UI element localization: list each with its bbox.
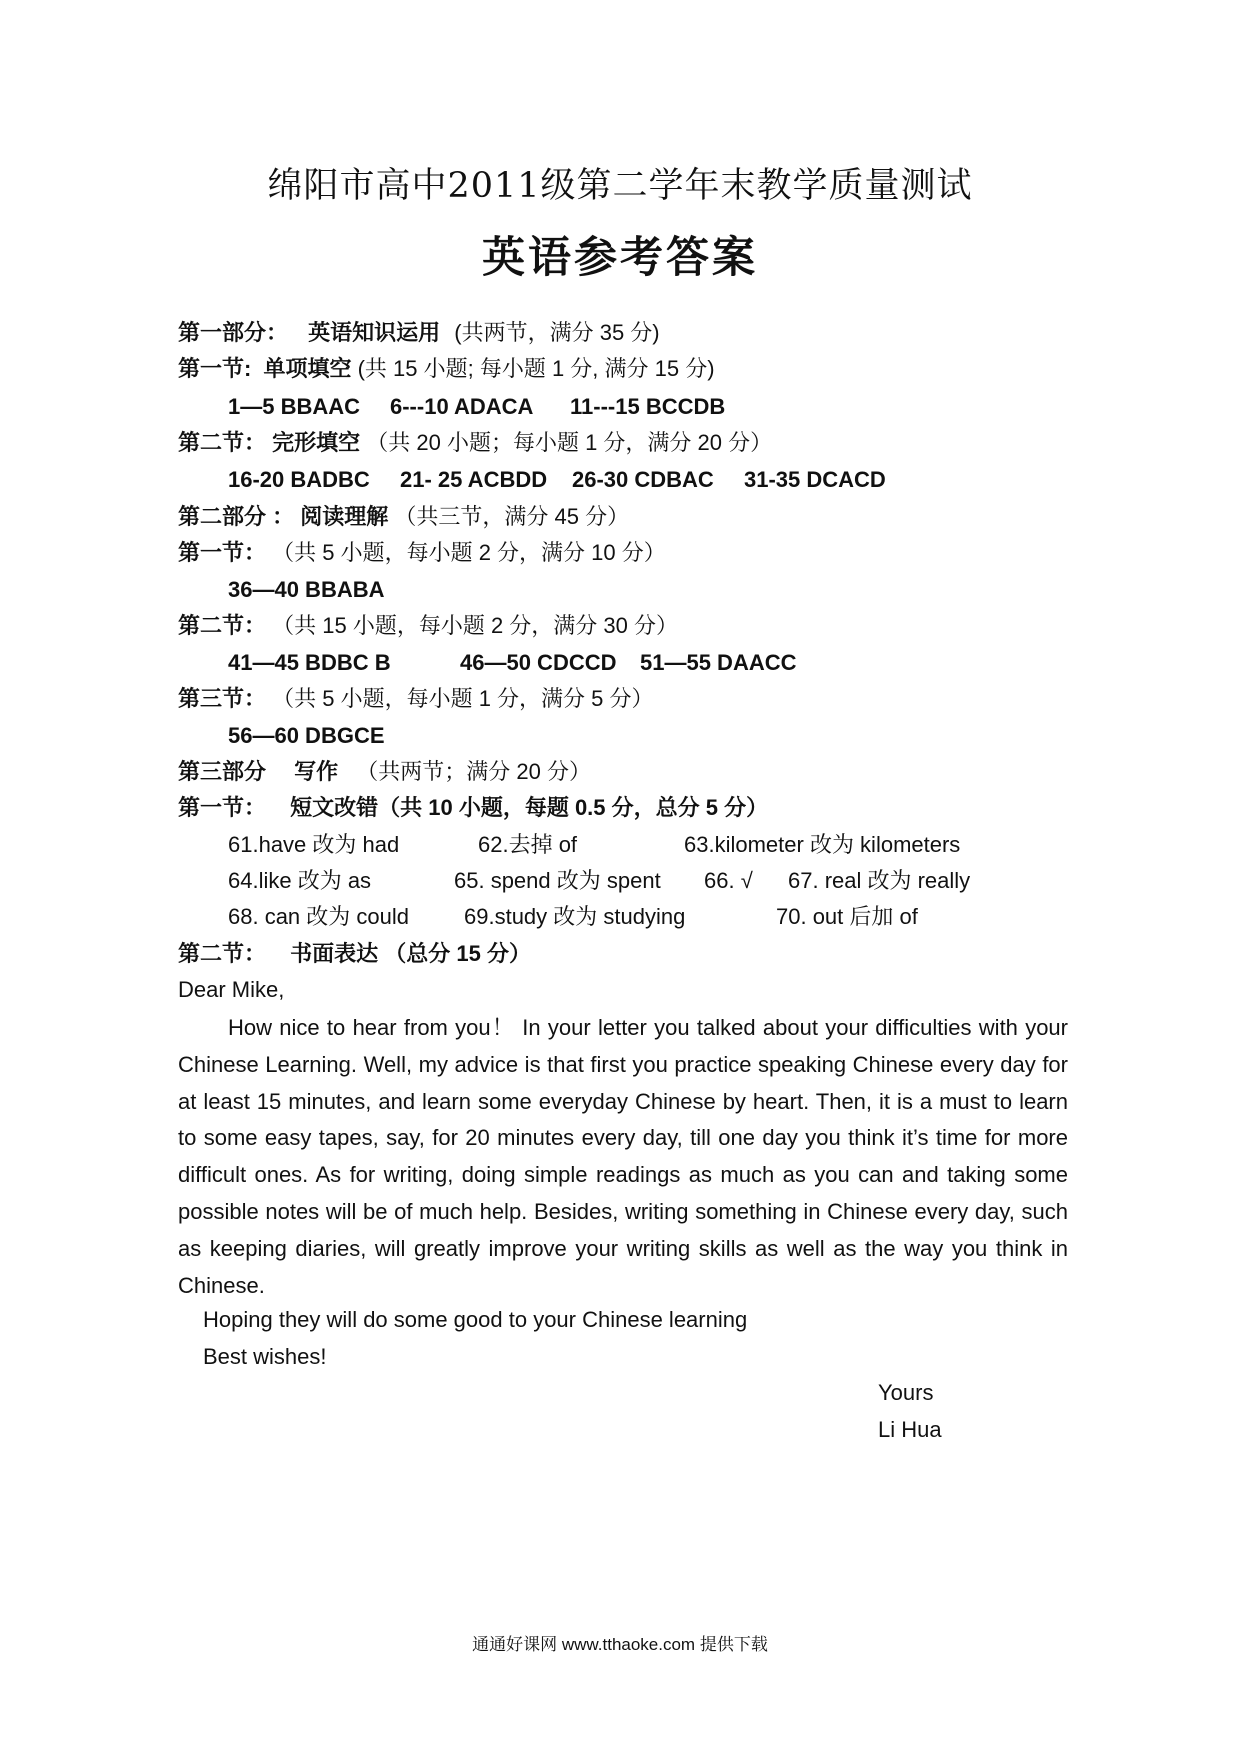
p1s1-note: (共 15 小题; 每小题 1 分, 满分 15 分) — [357, 356, 715, 381]
p3s1-heading: 第一节： — [178, 795, 267, 820]
correction-item: 61.have 改为 had — [228, 832, 400, 857]
correction-item: 69.study 改为 studying — [464, 904, 686, 929]
p2s1-header — [178, 538, 666, 568]
p2s3-heading: 第三节： — [178, 686, 267, 711]
part3-note: （共两节；满分 20 分） — [356, 759, 591, 784]
p3s1-name: 短文改错（共 10 小题，每题 0.5 分，总分 5 分） — [290, 795, 769, 820]
correction-item: 63.kilometer 改为 kilometers — [684, 832, 961, 857]
answer-group: 6---10 ADACA — [390, 394, 534, 419]
letter-body: How nice to hear from you！ In your letter you talked about your difficulties with your Chinese Learning. Well, my advice is that first you practice speaking Chinese every day for at least 15 minutes, and learn some everyday Chinese by heart. Then, it is a must to learn to some easy tapes, say, for 20 minutes every day, till one day you think it’s time for more difficult ones. As for writing, doing simple readings as much as you can and taking some possible notes will be of much help. Besides, writing something in Chinese every day, such as keeping diaries, will greatly improve your writing skills as well as the way you think in Chinese. — [178, 1015, 1068, 1298]
p2s2-heading: 第二节： — [178, 613, 267, 638]
part3-heading: 第三部分 — [178, 759, 267, 784]
answer-group: 36—40 BBABA — [228, 577, 385, 602]
answer-group: 11---15 BCCDB — [570, 394, 726, 419]
document-subtitle: 英语参考答案 — [482, 233, 758, 283]
part3-header — [178, 757, 591, 787]
correction-item: 64.like 改为 as — [228, 868, 372, 893]
letter-salutation: Dear Mike, — [178, 977, 285, 1002]
part2-header — [178, 502, 629, 532]
answer-group: 21- 25 ACBDD — [400, 467, 548, 492]
letter-line: Hoping they will do some good to your Chinese learning — [203, 1307, 748, 1332]
part2-heading: 第二部分 ： — [178, 504, 295, 529]
letter-closing: Yours — [878, 1380, 934, 1405]
p1s2-heading: 第二节： — [178, 430, 267, 455]
exam-title: 绵阳市高中2011级第二学年末教学质量测试 — [267, 166, 973, 206]
answer-group: 56—60 DBGCE — [228, 723, 385, 748]
p2s1-heading: 第一节： — [178, 540, 267, 565]
part2-note: （共三节，满分 45 分） — [394, 504, 630, 529]
p2s2-note: （共 15 小题，每小题 2 分，满分 30 分） — [272, 613, 678, 638]
part2-name: 阅读理解 — [300, 504, 389, 529]
correction-item: 68. can 改为 could — [228, 904, 409, 929]
p3s2-heading: 第二节： — [178, 941, 267, 966]
letter-line: Best wishes! — [203, 1344, 327, 1369]
part1-note: (共两节，满分 35 分) — [454, 320, 660, 345]
p1s1-header — [178, 354, 715, 384]
p1s1-name: 单项填空 — [263, 356, 352, 381]
p1s2-note: （共 20 小题；每小题 1 分，满分 20 分） — [366, 430, 773, 455]
correction-item: 65. spend 改为 spent — [454, 868, 661, 893]
answer-group: 26-30 CDBAC — [572, 467, 714, 492]
answer-group: 51—55 DAACC — [640, 650, 797, 675]
footer-source: 通通好课网 www.tthaoke.com 提供下载 — [472, 1635, 768, 1654]
part3-name: 写作 — [294, 759, 339, 784]
p2s2-header — [178, 611, 678, 641]
p3s1-header — [178, 793, 768, 823]
correction-item: 66. √ — [704, 868, 753, 893]
answer-group: 16-20 BADBC — [228, 467, 370, 492]
p1s2-name: 完形填空 — [272, 430, 361, 455]
answer-group: 31-35 DCACD — [744, 467, 886, 492]
letter-signature: Li Hua — [878, 1417, 942, 1442]
p3s2-header — [178, 939, 531, 969]
p1s1-heading: 第一节: — [178, 356, 252, 381]
p2s3-note: （共 5 小题，每小题 1 分，满分 5 分） — [272, 686, 654, 711]
p2s1-note: （共 5 小题，每小题 2 分，满分 10 分） — [272, 540, 666, 565]
correction-item: 67. real 改为 really — [788, 868, 971, 893]
answer-group: 1—5 BBAAC — [228, 394, 361, 419]
p1s2-header — [178, 428, 772, 458]
correction-item: 62.去掉 of — [478, 832, 578, 857]
part1-heading: 第一部分： — [178, 320, 289, 345]
answer-group: 41—45 BDBC B — [228, 650, 391, 675]
p2s3-header — [178, 684, 654, 714]
answer-group: 46—50 CDCCD — [460, 650, 617, 675]
p3s2-name: 书面表达 （总分 15 分） — [290, 941, 531, 966]
correction-item: 70. out 后加 of — [776, 904, 918, 929]
part1-header — [178, 318, 660, 348]
part1-name: 英语知识运用 — [308, 320, 441, 345]
